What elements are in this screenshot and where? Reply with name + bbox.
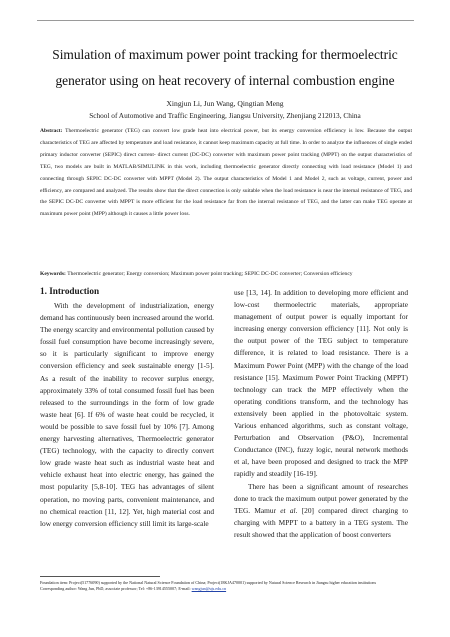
header-rule (37, 20, 414, 21)
intro-p2-etal: et al. (280, 505, 298, 515)
footnote-corresponding-text: Corresponding author: Wang Jun, PhD, associate professor; Tel: +86-13914555007; E-mail: (40, 585, 192, 591)
intro-paragraph-1: With the development of industrialization, energy demand has continuously been increased around the world. The energy scarcity and environmental pollution caused by fossil fuel consumption have become increasingly severe, so it is particularly significant to improve energy conversion efficiency and seek sustainable energy [1-5]. As a result of the inability to recover surplus energy, approximately 33% of total consumed fossil fuel has been released to the surroundings in the form of low grade waste heat [6]. If 6% of waste heat could be recycled, it would be possible to save fossil fuel by 10% [7]. Among energy harvesting alternatives, Thermoelectric generator (TEG) technology, with the capacity to directly convert low grade waste heat such as industrial waste heat and vehicle exhaust heat into electric energy, has gained the most popularity [5,8-10]. TEG has advantages of silent operation, no moving parts, convenient maintenance, and no chemical reaction [11, 12]. Yet, high material cost and low energy conversion efficiency still limit its large-scale (40, 301, 214, 528)
footnote-corresponding (40, 586, 412, 592)
keywords (40, 269, 412, 281)
title-line-2: generator using on heat recovery of internal combustion engine (55, 73, 395, 88)
keywords-label: Keywords: (40, 271, 66, 277)
intro-p2-part-b: [20] compared direct charging to charging with MPPT to a battery in a TEG system. The result showed that the application of boost converters (234, 505, 409, 539)
affiliation: School of Automotive and Traffic Engineering, Jiangsu University, Zhenjiang 212013, China (89, 111, 361, 120)
paper-title (30, 42, 420, 94)
footnote-rule (40, 576, 160, 577)
abstract-text: Thermoelectric generator (TEG) can convert low grade heat into electrical power, but its energy conversion efficiency is low. Because the output characteristics of TEG are affected by temperature and load resistance, it cannot keep maximum capacity at full time. In order to analyze the influences of single ended primary inductor converter (SEPIC) direct current- direct current (DC-DC) converter with maximum power point tracking (MPPT) on the output characteristics of TEG, two models are built in MATLAB/SIMULINK in this work, including thermoelectric generator directly connecting with load resistance (Model 1) and connecting through SEPIC DC-DC converter with MPPT (Model 2). The output characteristics of Model 1 and Model 2, such as voltage, current, power and efficiency, are compared and analyzed. The results show that the direct connection is only suitable when the load resistance is near the internal resistance of TEG, and the SEPIC DC-DC converter with MPPT is more efficient for the load resistance far from the internal resistance of TEG, and the latter can make TEG operate at maximum power point (MPP) although it causes a little power loss. (40, 128, 412, 218)
abstract (40, 126, 412, 221)
intro-paragraph-1-continued: use [13, 14]. In addition to developing more efficient and low-cost thermoelectric materials, appropriate management of output power is equally important for increasing energy conversion efficiency [11]. Not only is the output power of the TEG subject to temperature difference, it is related to load resistance. There is a Maximum Power Point (MPP) with the change of the load resistance [15]. Maximum Power Point Tracking (MPPT) technology can track the MPP effectively when the operating conditions transform, and the technology has extensively been applied in the photovoltaic system. Various enhanced algorithms, such as constant voltage, Perturbation and Observation (P&O), Incremental Conductance (INC), fuzzy logic, neural network methods et al, have been proposed and designed to track the MPP rapidly and steadily [16-19]. (234, 288, 408, 479)
column-right (234, 287, 408, 541)
title-line-1: Simulation of maximum power point tracking for thermoelectric (52, 47, 398, 62)
intro-paragraph-2 (234, 481, 408, 541)
email-link[interactable]: wangjun@ujs.edu.cn (191, 585, 227, 591)
section-heading-introduction: 1. Introduction (40, 286, 100, 296)
intro-p2-part-a: There has been a significant amount of researches done to track the maximum output power generated by the TEG. Mamur (234, 481, 408, 515)
authors: Xingjun Li, Jun Wang, Qingtian Meng (166, 99, 284, 108)
keywords-text: Thermoelectric generator; Energy conversion; Maximum power point tracking; SEPIC DC-DC converter; Conversion efficiency (67, 271, 353, 277)
column-left (40, 284, 214, 530)
footnote (40, 580, 412, 591)
abstract-label: Abstract: (40, 128, 63, 134)
footnote-funding: Foundation item: Project(51776090) supported by the National Natural Science Foundation of China; Project(18KJA470001) supported by Natural Science Research in Jiangsu higher education institutions (40, 580, 377, 585)
